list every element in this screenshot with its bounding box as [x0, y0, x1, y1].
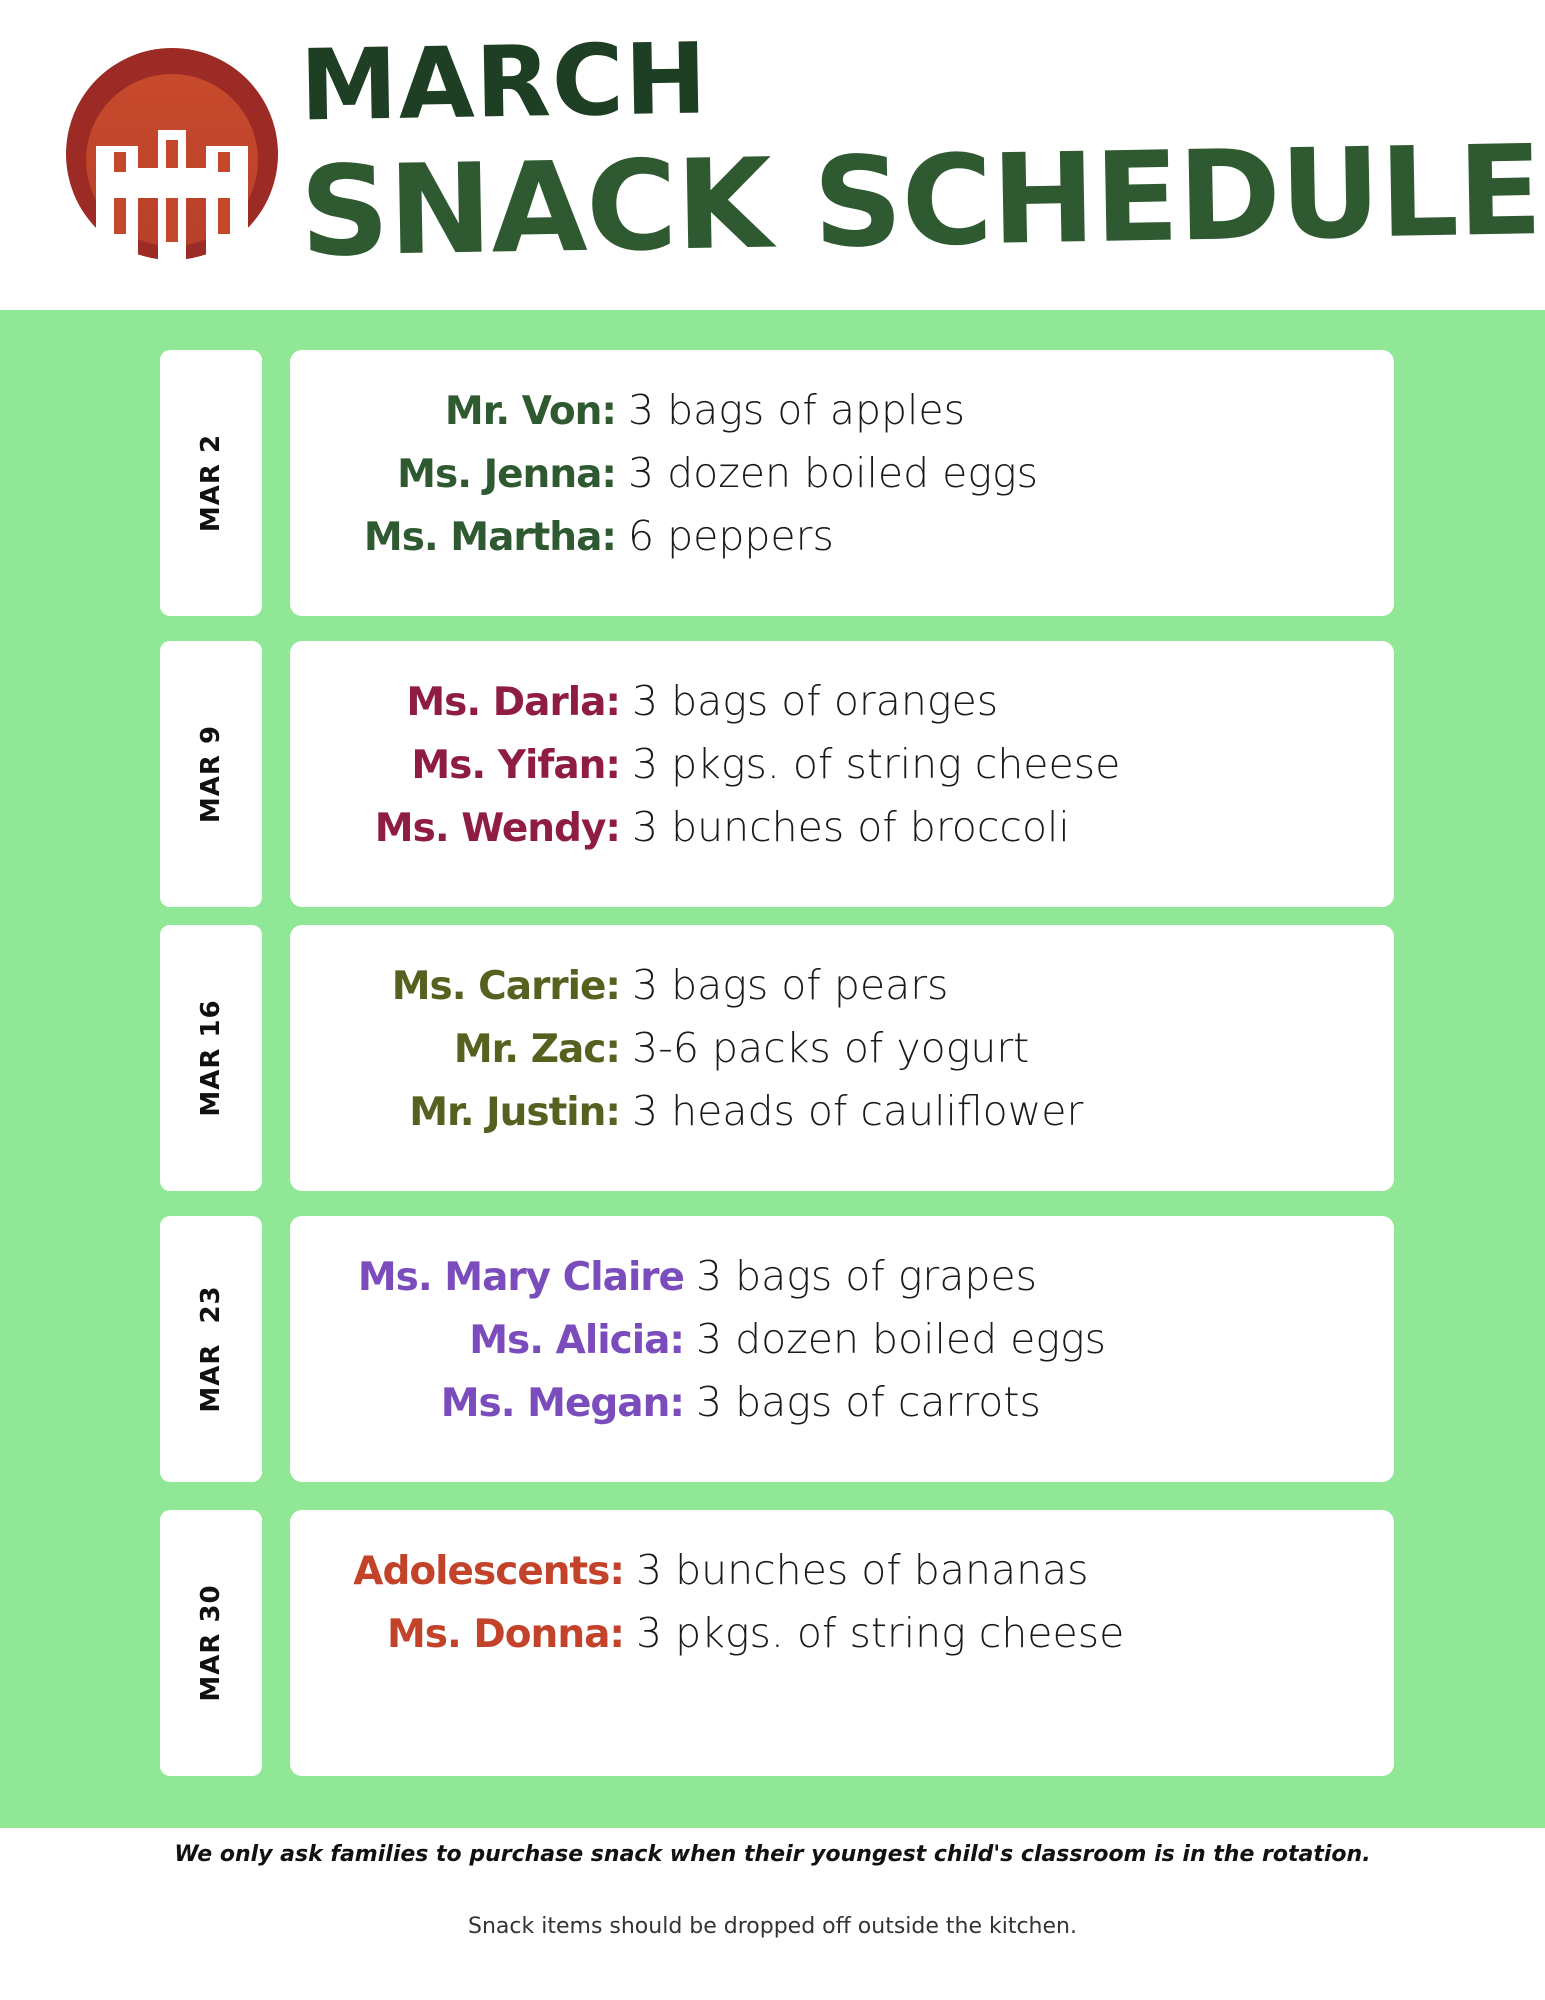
- date-card-mar-2: [160, 350, 262, 616]
- date-card-mar-30: [160, 1510, 262, 1776]
- list-item: [330, 1378, 1106, 1441]
- snack-item: 3 bunches of bananas: [636, 1546, 1089, 1594]
- teacher-name: Ms. Mary Claire: [357, 1255, 684, 1300]
- dropoff-note: Snack items should be dropped off outside the kitchen.: [468, 1914, 1077, 1939]
- snack-item: 6 peppers: [628, 512, 834, 560]
- date-label: MAR 30: [196, 1584, 226, 1702]
- date-card-mar-16: [160, 925, 262, 1191]
- snack-item: 3 bunches of broccoli: [632, 803, 1070, 851]
- list-item: [350, 1087, 1083, 1150]
- snack-item: 3 bags of pears: [632, 961, 949, 1009]
- snack-item: 3 pkgs. of string cheese: [632, 740, 1121, 788]
- snack-item: 3 bags of apples: [628, 386, 965, 434]
- teacher-name: Ms. Martha:: [363, 515, 616, 560]
- teacher-name: Ms. Yifan:: [411, 743, 620, 788]
- date-label: MAR 16: [196, 999, 226, 1117]
- snack-item: 3 pkgs. of string cheese: [636, 1609, 1125, 1657]
- list-item: [350, 512, 1038, 575]
- snack-item: 3 heads of cauliflower: [632, 1087, 1084, 1135]
- list-item: [350, 677, 1120, 740]
- list-item: [350, 449, 1038, 512]
- teacher-name: Ms. Jenna:: [397, 452, 616, 497]
- header: [0, 0, 1545, 310]
- purchase-note: We only ask families to purchase snack when their youngest child's classroom is in the rotation.: [174, 1842, 1371, 1867]
- date-card-mar-23: [160, 1216, 262, 1482]
- week-card-mar-2: [290, 350, 1394, 616]
- list-item: [350, 803, 1120, 866]
- entry-list: [330, 1252, 1106, 1441]
- date-label: MAR 2: [196, 433, 226, 533]
- list-item: [324, 1609, 1124, 1672]
- week-card-mar-23: [290, 1216, 1394, 1482]
- snack-item: 3 bags of oranges: [632, 677, 999, 725]
- entry-list: [324, 1546, 1124, 1672]
- list-item: [330, 1252, 1106, 1315]
- teacher-name: Ms. Alicia:: [469, 1318, 684, 1363]
- entry-list: [350, 677, 1120, 866]
- teacher-name: Mr. Justin:: [409, 1090, 620, 1135]
- teacher-name: Mr. Zac:: [453, 1027, 620, 1072]
- list-item: [350, 386, 1038, 449]
- snack-item: 3 bags of carrots: [696, 1378, 1041, 1426]
- title-main: SNACK SCHEDULE: [298, 119, 1543, 285]
- teacher-name: Ms. Donna:: [386, 1612, 624, 1657]
- teacher-name: Ms. Darla:: [406, 680, 620, 725]
- teacher-name: Mr. Von:: [444, 389, 616, 434]
- snack-item: 3 dozen boiled eggs: [696, 1315, 1106, 1363]
- snack-item: 3 bags of grapes: [696, 1252, 1038, 1300]
- list-item: [330, 1315, 1106, 1378]
- list-item: [350, 1024, 1083, 1087]
- snack-item: 3 dozen boiled eggs: [628, 449, 1038, 497]
- list-item: [350, 740, 1120, 803]
- teacher-name: Adolescents:: [353, 1549, 624, 1594]
- entry-list: [350, 961, 1083, 1150]
- list-item: [324, 1546, 1124, 1609]
- entry-list: [350, 386, 1038, 575]
- date-label: MAR 9: [196, 724, 226, 824]
- week-card-mar-9: [290, 641, 1394, 907]
- week-card-mar-16: [290, 925, 1394, 1191]
- title-month: MARCH: [299, 22, 709, 144]
- list-item: [350, 961, 1083, 1024]
- teacher-name: Ms. Carrie:: [391, 964, 620, 1009]
- date-card-mar-9: [160, 641, 262, 907]
- teacher-name: Ms. Wendy:: [374, 806, 620, 851]
- snack-item: 3-6 packs of yogurt: [632, 1024, 1030, 1072]
- week-card-mar-30: [290, 1510, 1394, 1776]
- date-label: MAR 23: [196, 1285, 226, 1413]
- teacher-name: Ms. Megan:: [440, 1381, 684, 1426]
- school-logo: [66, 48, 278, 260]
